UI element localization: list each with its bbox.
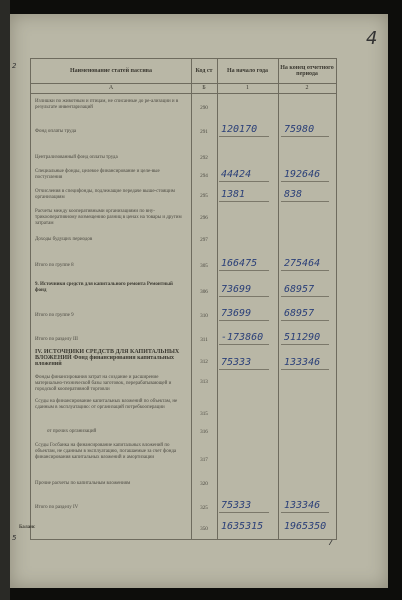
row-code: 313	[200, 379, 208, 385]
value-start: -173860	[221, 332, 264, 343]
value-start: 44424	[221, 169, 252, 180]
header-start: На начало года	[217, 59, 278, 84]
row-code: 294	[200, 173, 208, 179]
row-code: 315	[200, 411, 208, 417]
subheader-a: А	[31, 83, 191, 94]
row-label: Баланс	[19, 525, 36, 530]
row-code: 296	[200, 215, 208, 221]
value-end: 275464	[284, 258, 321, 269]
underline	[219, 369, 269, 370]
underline	[219, 136, 269, 137]
row-label: Централизованный фонд оплаты труда	[35, 155, 118, 160]
underline	[281, 181, 329, 182]
row-code: 310	[200, 313, 208, 319]
value-end: 511290	[284, 332, 321, 343]
underline	[281, 201, 329, 202]
row-code: 295	[200, 193, 208, 199]
row-code: 311	[200, 337, 208, 343]
corner-mark-bottom: 5	[12, 534, 17, 542]
underline	[281, 320, 329, 321]
subheader-1: 1	[217, 83, 278, 94]
value-start: 73699	[221, 308, 252, 319]
underline	[219, 270, 269, 271]
underline	[219, 320, 269, 321]
corner-mark-top: 2	[12, 62, 17, 70]
row-code: 316	[200, 429, 208, 435]
row-label: Расчеты между кооперативными организациями по вну-трикооперативному возмещению разниц в ценах на товары и другим затратам	[35, 209, 182, 226]
subheader-b: Б	[191, 83, 217, 94]
underline	[281, 512, 329, 513]
header-end: На конец отчетного периода	[278, 59, 336, 84]
value-end: 133346	[284, 500, 321, 511]
row-label: Доходы будущих периодов	[35, 237, 93, 242]
row-label: Ссуды на финансирование капитальных вложений по объектам, не сданным в эксплуатацию: от организаций потребкооперации	[35, 399, 178, 410]
balance-table	[19, 58, 337, 540]
underline	[219, 296, 269, 297]
row-label: Итого по разделу III	[35, 337, 78, 342]
footer-number: 7	[328, 538, 334, 547]
scan-border	[0, 0, 10, 600]
row-label: Итого по группе 9	[35, 313, 74, 318]
header-code: Код ст	[191, 59, 217, 84]
value-start: 166475	[221, 258, 258, 269]
page-number: 4	[366, 28, 378, 49]
row-label: IV. ИСТОЧНИКИ СРЕДСТВ ДЛЯ КАПИТАЛЬНЫХ ВЛОЖЕНИЙ Фонд финансирования капитальных вложений	[35, 349, 180, 367]
row-code: 292	[200, 155, 208, 161]
row-code: 291	[200, 129, 208, 135]
underline	[219, 201, 269, 202]
row-code: 297	[200, 237, 208, 243]
subheader-2: 2	[278, 83, 336, 94]
value-end: 1965350	[284, 521, 327, 532]
row-label: Излишки по животным и птицам, не списанные до ре-ализации и в результате инвентаризаций	[35, 99, 179, 110]
underline	[281, 296, 329, 297]
value-end: 68957	[284, 284, 315, 295]
row-code: 350	[200, 526, 208, 532]
value-end: 75980	[284, 124, 315, 135]
row-label: Фонды финансирования затрат на создание и расширение материально-технической базы заготовок, перерабатывающей и городской кооперативной торговли	[35, 375, 172, 392]
row-code: 290	[200, 105, 208, 111]
value-start: 1635315	[221, 521, 264, 532]
divider-code	[191, 59, 192, 539]
divider-end	[278, 59, 279, 539]
value-end: 133346	[284, 357, 321, 368]
underline	[281, 270, 329, 271]
underline	[219, 344, 269, 345]
row-code: 305	[200, 263, 208, 269]
underline	[281, 136, 329, 137]
value-start: 120170	[221, 124, 258, 135]
row-label: от прочих организаций	[47, 429, 97, 434]
underline	[219, 512, 269, 513]
row-code: 325	[200, 505, 208, 511]
row-label: Прочие расчеты по капитальным вложениям	[35, 481, 131, 486]
divider-start	[217, 59, 218, 539]
value-start: 73699	[221, 284, 252, 295]
row-label: Итого по группе 8	[35, 263, 74, 268]
row-label: Фонд оплаты труда	[35, 129, 77, 134]
value-end: 192646	[284, 169, 321, 180]
row-label: Специальные фонды, целевое финансирование и целе-вые поступления	[35, 169, 160, 180]
value-start: 75333	[221, 357, 252, 368]
underline	[281, 344, 329, 345]
value-end: 68957	[284, 308, 315, 319]
row-code: 317	[200, 457, 208, 463]
row-label: Отчисления в специфонды, подлежащие передаче выше-стоящим организациям	[35, 189, 175, 200]
underline	[281, 369, 329, 370]
underline	[219, 181, 269, 182]
row-label: 9. Источники средств для капитального ремонта Ремонтный фонд	[35, 282, 173, 293]
row-label: Итого по разделу IV	[35, 505, 79, 510]
value-end: 838	[284, 189, 303, 200]
row-label: Ссуды Госбанка на финансирование капитальных вложений по объектам, не сданным в эксплуатацию, погашаемые за счет фонда финансирования капитальных вложений и амортизации	[35, 443, 177, 460]
row-code: 306	[200, 289, 208, 295]
row-code: 320	[200, 481, 208, 487]
value-start: 75333	[221, 500, 252, 511]
header-name: Наименование статей пассива	[31, 59, 191, 84]
row-code: 312	[200, 359, 208, 365]
value-start: 1381	[221, 189, 246, 200]
